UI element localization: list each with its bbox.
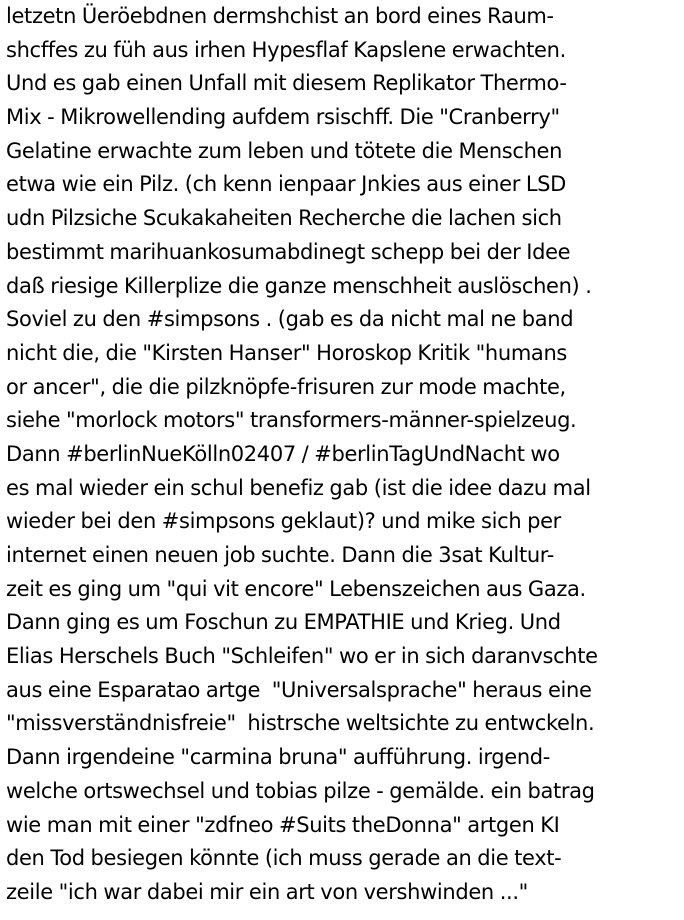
text-line: letzetn Üeröebdnen dermshchist an bord eines Raum- xyxy=(6,4,554,28)
text-line: wie man mit einer "zdfneo #Suits theDonna" artgen KI xyxy=(6,812,560,837)
text-line: Dann irgendeine "carmina bruna" aufführung. irgend- xyxy=(6,745,550,770)
text-line: wieder bei den #simpsons geklaut)? und mike sich per xyxy=(6,509,561,534)
text-line: es mal wieder ein schul benefiz gab (ist die idee dazu mal xyxy=(6,475,591,500)
text-line: "missverständnisfreie" histrsche weltsichte zu entwckeln. xyxy=(6,711,595,736)
text-line: nicht die, die "Kirsten Hanser" Horoskop Kritik "humans xyxy=(6,340,567,365)
text-line: udn Pilzsiche Scukakaheiten Recherche die lachen sich xyxy=(6,206,562,231)
text-line: Und es gab einen Unfall mit diesem Replikator Thermo- xyxy=(6,71,567,96)
text-line: bestimmt marihuankosumabdinegt schepp bei der Idee xyxy=(6,239,571,264)
text-line: zeit es ging um "qui vit encore" Lebenszeichen aus Gaza. xyxy=(6,576,586,601)
text-line: Dann #berlinNueKölln02407 / #berlinTagUndNacht wo xyxy=(6,441,560,466)
text-line: Gelatine erwachte zum leben und tötete die Menschen xyxy=(6,138,563,163)
text-line: Soviel zu den #simpsons . (gab es da nicht mal ne band xyxy=(6,307,574,332)
text-line: or ancer", die die pilzknöpfe-frisuren zur mode machte, xyxy=(6,374,566,399)
text-line: Dann ging es um Foschun zu EMPATHIE und Krieg. Und xyxy=(6,610,561,635)
text-line: Elias Herschels Buch "Schleifen" wo er in sich daranvschte xyxy=(6,644,598,669)
document-text-block xyxy=(6,0,682,910)
text-line: shcffes zu füh aus irhen Hypesflaf Kapslene erwachten. xyxy=(6,37,566,62)
text-line: daß riesige Killerplize die ganze menschheit auslöschen) . xyxy=(6,273,592,298)
text-line: welche ortswechsel und tobias pilze - gemälde. ein batrag xyxy=(6,778,595,803)
text-line: den Tod besiegen könnte (ich muss gerade an die text- xyxy=(6,846,562,871)
text-line: zeile "ich war dabei mir ein art von vershwinden ..." xyxy=(6,879,528,904)
text-line: siehe "morlock motors" transformers-männer-spielzeug. xyxy=(6,408,577,433)
text-line: aus eine Esparatao artge "Universalsprache" heraus eine xyxy=(6,677,592,702)
text-line: Mix - Mikrowellending aufdem rsischff. Die "Cranberry" xyxy=(6,105,560,130)
text-line: internet einen neuen job suchte. Dann die 3sat Kultur- xyxy=(6,543,554,567)
text-line: etwa wie ein Pilz. (ch kenn ienpaar Jnkies aus einer LSD xyxy=(6,172,566,197)
